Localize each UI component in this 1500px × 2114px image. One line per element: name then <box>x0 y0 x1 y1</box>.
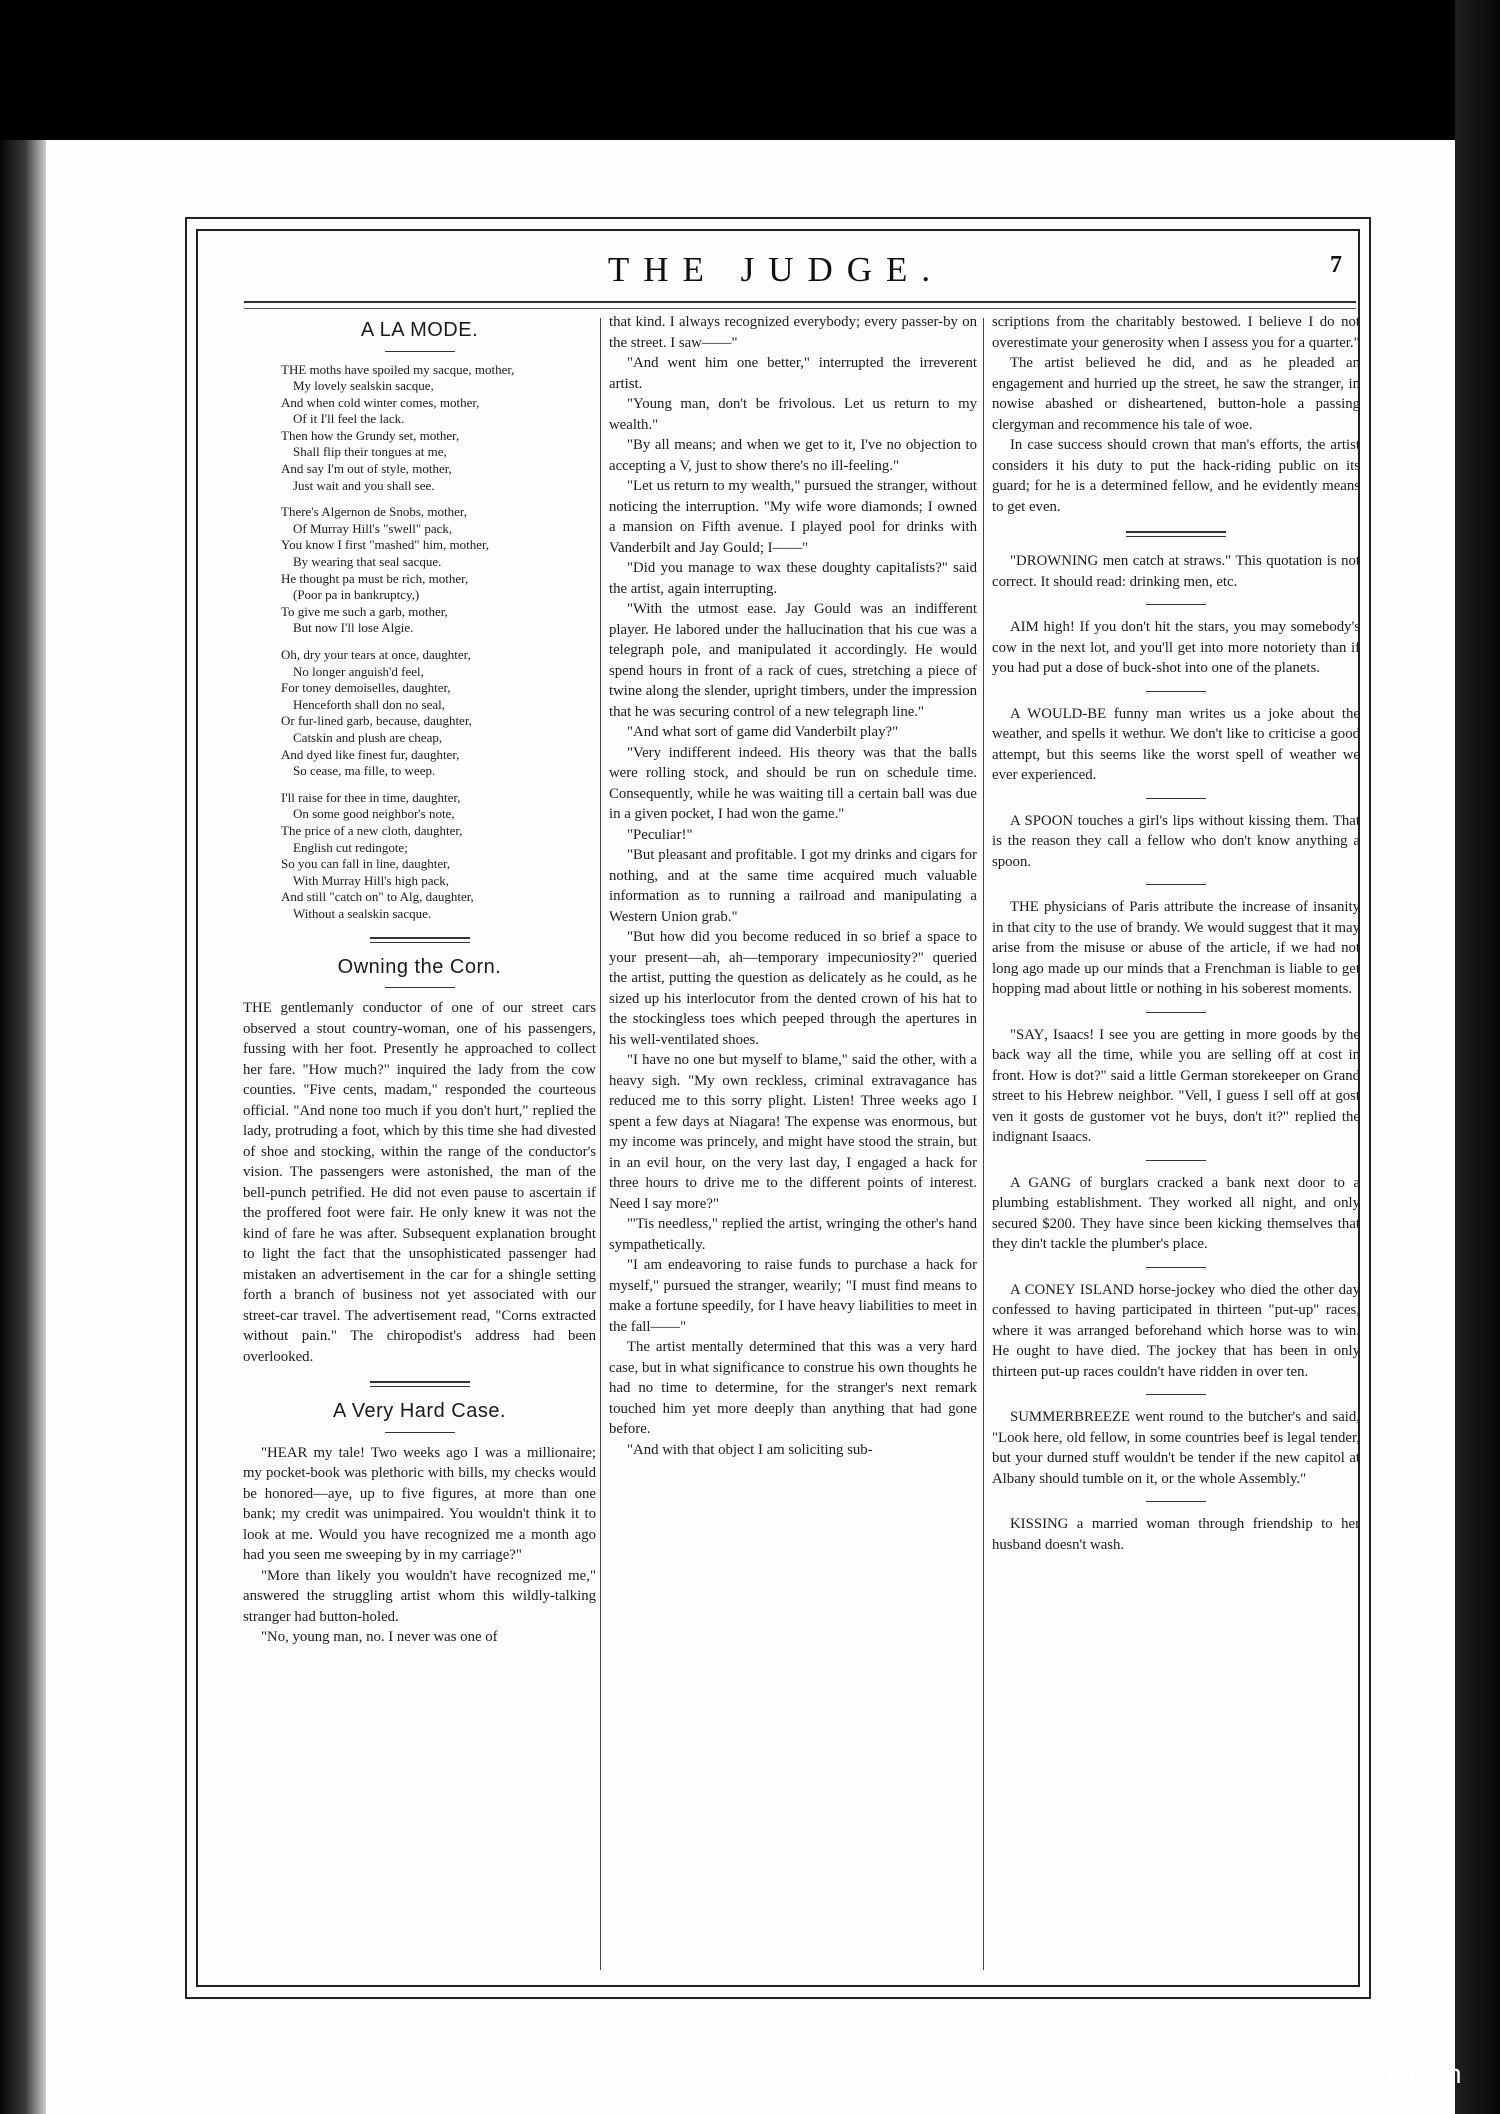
item-lead-words: KISSING <box>1010 1516 1069 1532</box>
section-rule <box>370 1381 470 1387</box>
poem-stanza <box>281 362 596 495</box>
item-separator <box>1146 884 1206 885</box>
paragraph-item <box>992 811 1360 873</box>
article-paragraph: The artist mentally determined that this was a very hard case, but in what significance to construe his own thoughts he had no time to determine, for the stranger's next remark touched him yet more deeply than anything that had gone before. <box>609 1339 977 1437</box>
binding-strip <box>1455 0 1500 2114</box>
item-text: , Isaacs! I see you are getting in more goods by the back way all the time, while you are selling off at cost in front. How is dot?" said a little German storekeeper on Grand street to his Hebrew neighbor. "Vell, I guess I sell off at gost ven it gosts de gustomer vot he buys, don't it?" replied the indignant Isaacs. <box>992 1026 1360 1145</box>
poem-line: (Poor pa in bankruptcy,) <box>293 587 420 603</box>
item-text: of burglars cracked a bank next door to a plumbing establishment. They worked all night, and only secured $200. They have since been kicking themselves that they din't tackle the plumber's place. <box>992 1174 1360 1252</box>
poem-line: Oh, dry your tears at once, daughter, <box>281 647 471 662</box>
paragraph-item <box>992 617 1360 679</box>
item-lead-words: AIM <box>1010 619 1039 635</box>
paragraph-item <box>992 897 1360 1000</box>
item-text: went round to the butcher's and said, "Look here, old fellow, in some countries beef is legal tender, but your durned stuff wouldn't be tender if the new capitol at Albany should tumble on it, or the whole Assembly." <box>992 1409 1360 1487</box>
masthead-rule <box>244 301 1356 303</box>
paragraph-item <box>992 1025 1360 1148</box>
article-paragraph: "By all means; and when we get to it, I've no objection to accepting a V, just to show there's no ill-feeling." <box>609 437 977 474</box>
poem-line: There's Algernon de Snobs, mother, <box>281 504 467 520</box>
article-paragraph: The artist believed he did, and as he pleaded an engagement and hurried up the street, he saw the stranger, in nowise abashed or disheartened, button-hole a passing clergyman and recommence his tale of woe. <box>992 355 1360 433</box>
poem-line: Just wait and you shall see. <box>293 477 435 493</box>
item-separator <box>1146 1160 1206 1161</box>
poem-line: With Murray Hill's high pack, <box>293 872 449 888</box>
page-number: 7 <box>1330 252 1342 278</box>
article-paragraph: "I have no one but myself to blame," said the other, with a heavy sigh. "My own reckless, criminal extravagance has reduced me to this sorry plight. Listen! Three weeks ago I spent a few days at Niagara! The expense was enormous, but my income was princely, and might have stood the strain, but in an evil hour, on the very last day, I engaged a hack for three hours to drive me to the different points of interest. Need I say more?" <box>609 1052 977 1212</box>
item-text: horse-jockey who died the other day confessed to having participated in thirteen "put-up" races, where it was arranged beforehand which horse was to win. He ought to have died. The jockey that has been in only thirteen put-up races couldn't have ridden in over ten. <box>992 1281 1360 1380</box>
item-separator <box>1146 798 1206 799</box>
item-text: funny man writes us a joke about the weather, and spells it wethur. We don't like to criticise a good attempt, but this seems like the worst spell of weather we ever experienced. <box>992 705 1360 783</box>
paragraph-item <box>992 1280 1360 1383</box>
paragraph-item <box>992 1407 1360 1489</box>
poem-line: Shall flip their tongues at me, <box>293 444 447 460</box>
poem-line: I'll raise for thee in time, daughter, <box>281 789 461 805</box>
item-text: physicians of Paris attribute the increase of insanity in that city to the use of brandy. We would suggest that it may arise from the misuse or abuse of the article, if we had not long ago made up our minds that a Frenchman is liable to get hopping mad about little or nothing in his soberest moments. <box>992 899 1360 997</box>
article-text-owning-the-corn: THE gentlemanly conductor of one of our street cars observed a stout country-woman, one of his passengers, fussing with her foot. Presently he approached to collect her fare. "How much?" inquired the lady from the cow counties. "Five cents, madam," responded the courteous official. "And none too much if you don't hurt," replied the lady, protruding a foot, which by this time she had divested of shoe and stocking, within the range of the conductor's vision. The passengers were astonished, the man of the bell-punch petrified. He did not even pause to ascertain if the proffered foot were fair. He only knew it was not the kind of fare he was after. Subsequent explanation brought to light the fact that the unsophisticated passenger had mistaken an advertisement in the car for a shingle setting forth a branch of business not yet associated with our street-car travel. The advertisement read, "Corns extracted without pain." The chiropodist's address had been overlooked. <box>243 1000 596 1365</box>
masthead-title: THE JUDGE. <box>607 250 945 289</box>
poem-line: So cease, ma fille, to weep. <box>293 763 436 779</box>
item-lead-words: THE <box>1010 899 1039 915</box>
article-paragraph: "And what sort of game did Vanderbilt play?" <box>627 724 899 740</box>
item-lead-words: SAY <box>1016 1026 1045 1043</box>
watermark: comicbooks.com <box>1253 2059 1462 2089</box>
poem-line: By wearing that seal sacque. <box>293 554 442 570</box>
article-paragraph: "Let us return to my wealth," pursued the stranger, without noticing the interruption. "My wife wore diamonds; I owned a mansion on Fifth avenue. I played pool for drinks with Vanderbilt and Jay Gould; I——" <box>609 478 977 556</box>
poem-line: To give me such a garb, mother, <box>281 603 448 619</box>
poem-line: And dyed like finest fur, daughter, <box>281 746 460 762</box>
item-lead-words: SUMMERBREEZE <box>1010 1409 1131 1425</box>
poem-line: So you can fall in line, daughter, <box>281 856 451 872</box>
poem-line: Or fur-lined garb, because, daughter, <box>281 713 472 729</box>
column-3 <box>992 312 1360 1555</box>
paragraph-item <box>992 1173 1360 1255</box>
item-text: touches a girl's lips without kissing them. That is the reason they call a fellow who don't know anything a spoon. <box>992 812 1360 870</box>
poem-title: A LA MODE. <box>360 319 479 341</box>
article-paragraph: "And went him one better," interrupted the irreverent artist. <box>609 355 977 392</box>
article-paragraph: "And with that object I am soliciting sub- <box>627 1441 873 1458</box>
item-separator <box>1146 604 1206 605</box>
article-paragraph: "I am endeavoring to raise funds to purchase a hack for myself," pursued the stranger, wearily; "I must find means to make a fortune speedily, for I have heavy liabilities to meet in the fall——" <box>609 1257 977 1335</box>
poem-line: The price of a new cloth, daughter, <box>281 822 463 838</box>
item-lead-words: A SPOON <box>1010 812 1074 829</box>
article-paragraph: "Did you manage to wax these doughty capitalists?" said the artist, again interrupting. <box>609 560 977 597</box>
section-rule <box>1126 531 1226 537</box>
poem-line: Without a sealskin sacque. <box>293 905 432 921</box>
item-lead-words: A GANG <box>1010 1174 1072 1191</box>
paragraph-item <box>992 1514 1360 1555</box>
item-separator <box>1146 691 1206 692</box>
poem-line: You know I first "mashed" him, mother, <box>281 537 490 553</box>
item-separator <box>1146 1394 1206 1395</box>
article-paragraph: "But how did you become reduced in so brief a space to your present—ah, ah—temporary impecuniosity?" queried the artist, putting the question as delicately as he could, as he sized up his interlocutor from the dented crown of his hat to the stockingless toes which peeped through the apertures in his well-ventilated shoes. <box>609 929 977 1048</box>
poem-a-la-mode <box>243 362 596 923</box>
item-text: high! If you don't hit the stars, you may somebody's cow in the next lot, and you'll get into more notoriety than if you had put a dose of buck-shot into one of the planets. <box>992 619 1360 676</box>
poem-stanza <box>281 504 596 637</box>
poem-line: THE moths have spoiled my sacque, mother, <box>281 361 515 377</box>
poem-line: On some good neighbor's note, <box>293 806 455 822</box>
article-paragraph: "Very indifferent indeed. His theory was that the balls were rolling stock, and should be run on schedule time. Consequently, while he was waiting till a certain ball was due in a given pocket, I had won the game." <box>609 744 977 822</box>
poem-line: English cut redingote; <box>293 839 408 855</box>
title-rule <box>385 987 455 988</box>
item-text: a married woman through friendship to her husband doesn't wash. <box>992 1516 1360 1553</box>
poem-line: Then how the Grundy set, mother, <box>281 427 460 443</box>
poem-line: Catskin and plush are cheap, <box>293 729 443 745</box>
poem-line: For toney demoiselles, daughter, <box>281 680 451 696</box>
poem-line: Of Murray Hill's "swell" pack, <box>293 520 453 536</box>
article-paragraph: that kind. I always recognized everybody; every passer-by on the street. I saw——" <box>609 314 977 351</box>
item-separator <box>1146 1012 1206 1013</box>
item-lead-words: A CONEY ISLAND <box>1010 1281 1135 1298</box>
article-paragraph: "'Tis needless," replied the artist, wringing the other's hand sympathetically. <box>609 1216 977 1253</box>
article-paragraph: "More than likely you wouldn't have recognized me," answered the struggling artist whom this wildly-talking stranger had button-holed. <box>243 1567 596 1625</box>
article-title-hard-case: A Very Hard Case. <box>332 1400 507 1422</box>
article-paragraph: "But pleasant and profitable. I got my drinks and cigars for nothing, and at the same time acquired much valuable information as to running a railroad and manipulating a Western Union grab." <box>609 847 977 925</box>
poem-line: And still "catch on" to Alg, daughter, <box>281 889 474 905</box>
item-separator <box>1146 1501 1206 1502</box>
title-rule <box>385 1432 455 1433</box>
article-paragraph: "No, young man, no. I never was one of <box>261 1629 498 1645</box>
poem-line: Henceforth shall don no seal, <box>293 696 445 712</box>
poem-line: Of it I'll feel the lack. <box>293 411 405 427</box>
poem-line: But now I'll lose Algie. <box>293 620 414 636</box>
article-title-owning-the-corn: Owning the Corn. <box>337 955 502 978</box>
article-paragraph: "Peculiar!" <box>627 826 693 843</box>
masthead-rule-thin <box>244 308 1356 309</box>
column-divider-2 <box>983 318 984 1970</box>
poem-line: And when cold winter comes, mother, <box>281 394 480 410</box>
item-lead-words: DROWNING <box>1016 553 1099 569</box>
poem-line: He thought pa must be rich, mother, <box>281 570 469 586</box>
section-rule <box>370 937 470 943</box>
paragraph-item <box>992 551 1360 592</box>
adjacent-page-edge <box>0 140 46 2114</box>
column-divider-1 <box>600 318 601 1970</box>
poem-line: My lovely sealskin sacque, <box>293 378 434 394</box>
poem-stanza <box>281 647 596 780</box>
article-paragraph: scriptions from the charitably bestowed. I believe I do not overestimate your generosity when I assess you for a quarter." <box>992 314 1360 351</box>
article-paragraph: "Young man, don't be frivolous. Let us return to my wealth." <box>609 396 977 433</box>
item-lead-words: A WOULD-BE <box>1010 705 1107 722</box>
item-separator <box>1146 1267 1206 1268</box>
poem-line: No longer anguish'd feel, <box>293 663 424 679</box>
title-rule <box>385 351 455 352</box>
column-1 <box>243 312 596 1648</box>
article-paragraph: "HEAR my tale! Two weeks ago I was a millionaire; my pocket-book was plethoric with bills, my checks would be honored—aye, up to five figures, at more than one bank; my credit was unimpaired. You wouldn't think it to look at me. Would you have recognized me a month ago had you seen me sweeping by in my carriage?" <box>243 1444 596 1563</box>
column-2 <box>609 312 977 1460</box>
paragraph-item <box>992 704 1360 786</box>
poem-line: And say I'm out of style, mother, <box>281 461 452 477</box>
poem-stanza <box>281 790 596 923</box>
item-text: men catch at straws." This quotation is not correct. It should read: drinking men, etc. <box>992 553 1360 590</box>
item-open-quote: " <box>1010 553 1017 569</box>
article-paragraph: "With the utmost ease. Jay Gould was an indifferent player. He labored under the hallucination that his cue was a telegraph pole, and manipulated it accordingly. He would spend hours in front of a rack of cues, stretching a piece of twine along the slender, upright timbers, under the impression that he was securing control of a new telegraph line." <box>609 601 977 720</box>
item-open-quote: " <box>1010 1026 1017 1043</box>
article-paragraph: In case success should crown that man's efforts, the artist considers it his duty to put the hack-riding public on its guard; for he is a determined fellow, and he evidently means to get even. <box>992 437 1360 515</box>
